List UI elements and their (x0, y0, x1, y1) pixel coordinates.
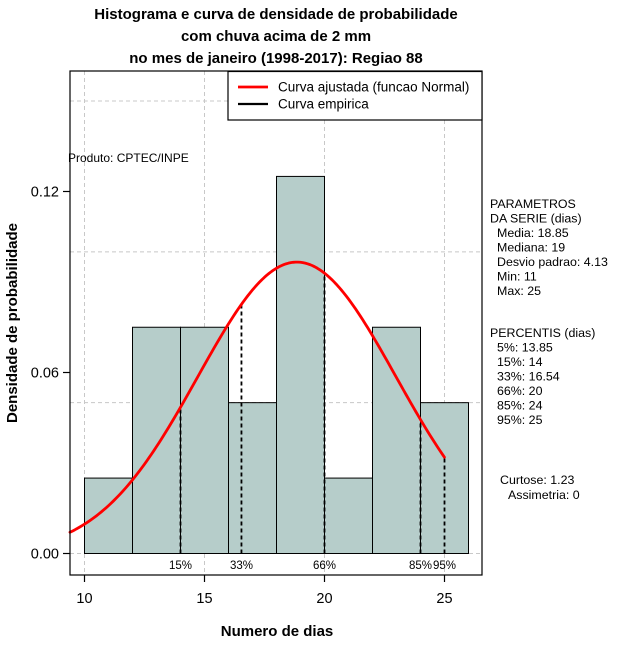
params-title-line2: DA SERIE (dias) (490, 211, 582, 226)
x-axis-tick-label: 15 (196, 591, 213, 607)
x-axis-tick-label: 25 (436, 591, 453, 607)
percentile-axis-label: 66% (312, 560, 337, 572)
histogram-bar (229, 403, 277, 554)
percentil-66: 66%: 20 (497, 384, 543, 398)
histogram-bar (133, 327, 181, 553)
y-axis-tick-label: 0.00 (30, 546, 59, 563)
percentil-33: 33%: 16.54 (497, 369, 560, 384)
product-watermark: Produto: CPTEC/INPE (68, 151, 189, 165)
params-title-line1: PARAMETROS (490, 197, 576, 211)
param-mediana: Mediana: 19 (497, 240, 566, 255)
y-axis-tick-label: 0.06 (30, 365, 59, 382)
histogram-bar (373, 327, 421, 553)
curtose-value: Curtose: 1.23 (500, 473, 575, 487)
x-axis-tick-label: 10 (76, 591, 93, 607)
moments-panel (500, 473, 580, 502)
param-max: Max: 25 (497, 284, 542, 298)
percentil-5: 5%: 13.85 (497, 340, 553, 355)
chart-title-line3: no mes de janeiro (1998-2017): Regiao 88 (129, 50, 423, 67)
percentile-labels (169, 560, 456, 572)
legend (228, 72, 482, 121)
percentil-85: 85%: 24 (497, 398, 543, 413)
percentis-title: PERCENTIS (dias) (490, 326, 596, 340)
histogram-bar (325, 478, 373, 553)
param-min: Min: 11 (497, 269, 537, 284)
percentile-axis-label: 85% (408, 560, 433, 572)
y-axis-title: Densidade de probabilidade (4, 222, 21, 424)
percentile-axis-label: 33% (229, 560, 253, 572)
percentile-axis-label: 15% (168, 560, 193, 572)
parameters-panel (490, 197, 608, 298)
chart-title-line2: com chuva acima de 2 mm (180, 28, 372, 45)
chart-title-line1: Histograma e curva de densidade de probabilidade (94, 6, 458, 23)
param-media: Media: 18.85 (497, 226, 569, 240)
legend-label-fitted-curve: Curva ajustada (funcao Normal) (278, 79, 470, 95)
percentil-15: 15%: 14 (497, 355, 543, 369)
y-axis-tick-label: 0.12 (30, 184, 59, 201)
percentis-panel (490, 326, 595, 427)
histogram-bars (85, 176, 469, 553)
legend-label-empirical-curve: Curva empirica (278, 96, 369, 112)
assimetria-value: Assimetria: 0 (508, 488, 580, 502)
histogram-bar (277, 176, 325, 553)
percentil-95: 95%: 25 (497, 413, 543, 427)
percentile-axis-label: 95% (432, 560, 457, 572)
histogram-bar (181, 327, 229, 553)
x-axis-tick-label: 20 (316, 591, 333, 607)
x-axis-title: Numero de dias (220, 623, 334, 640)
param-desvio-padrao: Desvio padrao: 4.13 (497, 255, 608, 269)
